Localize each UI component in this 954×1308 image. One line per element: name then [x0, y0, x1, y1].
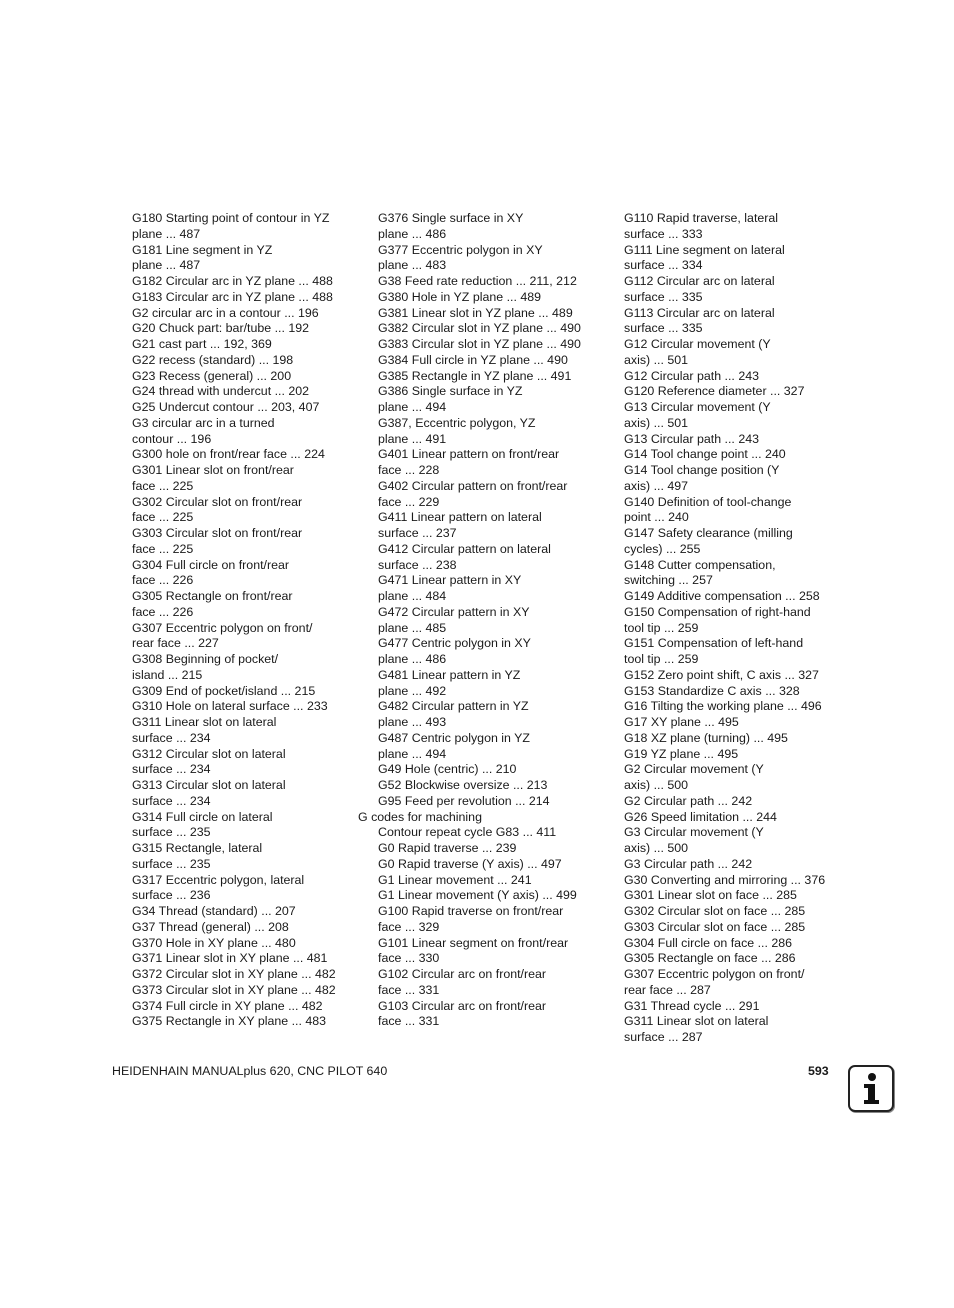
- index-entry-text: G2 Circular movement (Y: [624, 762, 764, 777]
- index-entry-text: G314 Full circle on lateral: [132, 809, 273, 824]
- index-entry-text: G310 Hole on lateral surface ... 233: [132, 699, 328, 714]
- index-entry-text: G111 Line segment on lateral: [624, 242, 785, 257]
- index-entry: [132, 652, 360, 684]
- index-entry-text: G300 hole on front/rear face ... 224: [132, 447, 325, 462]
- index-entry-text: G112 Circular arc on lateral: [624, 274, 775, 288]
- index-entry: [378, 731, 608, 763]
- index-entry-text: G38 Feed rate reduction ... 211, 212: [378, 274, 577, 288]
- index-entry-text: G149 Additive compensation ... 258: [624, 589, 820, 603]
- index-entry: [378, 542, 608, 574]
- index-entry: [132, 1014, 360, 1030]
- index-entry-continuation: surface ... 237: [378, 526, 457, 540]
- index-entry: [624, 211, 849, 243]
- index-entry-text: G150 Compensation of right-hand: [624, 604, 811, 619]
- index-entry-continuation: plane ... 487: [132, 226, 201, 241]
- index-entry: [624, 432, 849, 448]
- index-entry: [624, 857, 849, 873]
- index-entry-continuation: face ... 226: [132, 604, 194, 619]
- index-entry: [624, 810, 849, 826]
- index-entry: [132, 920, 360, 936]
- index-entry-text: G12 Circular path ... 243: [624, 368, 759, 383]
- index-entry: [132, 951, 360, 967]
- index-entry: [624, 400, 849, 432]
- index-entry-text: G382 Circular slot in YZ plane ... 490: [378, 321, 581, 336]
- index-entry-text: G376 Single surface in XY: [378, 211, 524, 225]
- index-entry-continuation: face ... 226: [132, 573, 194, 588]
- index-entry-text: G387, Eccentric polygon, YZ: [378, 415, 536, 430]
- index-entry-text: G17 XY plane ... 495: [624, 715, 739, 729]
- index-entry-continuation: surface ... 234: [132, 762, 211, 777]
- index-entry: [132, 810, 360, 842]
- index-entry: [624, 337, 849, 369]
- index-entry-continuation: axis) ... 500: [624, 778, 689, 792]
- index-entry: [132, 274, 360, 290]
- index-entry-continuation: axis) ... 497: [624, 478, 689, 493]
- index-entry-text: G315 Rectangle, lateral: [132, 841, 263, 855]
- index-entry-text: G21 cast part ... 192, 369: [132, 337, 272, 351]
- index-column-2: [358, 211, 608, 1030]
- index-entry: [378, 936, 608, 968]
- index-entry-continuation: plane ... 483: [378, 258, 447, 273]
- index-entry: [624, 447, 849, 463]
- index-entry-continuation: axis) ... 501: [624, 352, 689, 367]
- index-entry-text: G20 Chuck part: bar/tube ... 192: [132, 321, 310, 336]
- index-entry-text: G3 Circular path ... 242: [624, 856, 753, 871]
- index-entry: [624, 684, 849, 700]
- index-entry-text: G148 Cutter compensation,: [624, 557, 776, 572]
- index-entry: [378, 274, 608, 290]
- index-entry-text: G34 Thread (standard) ... 207: [132, 904, 296, 918]
- index-entry-text: G14 Tool change point ... 240: [624, 447, 786, 462]
- index-entry: [624, 495, 849, 527]
- index-entry-text: G37 Thread (general) ... 208: [132, 919, 289, 934]
- index-entry: [624, 369, 849, 385]
- index-entry-text: G311 Linear slot on lateral: [132, 715, 277, 729]
- index-entry: [378, 668, 608, 700]
- index-entry: [624, 936, 849, 952]
- index-entry-continuation: contour ... 196: [132, 431, 212, 446]
- footer-title: HEIDENHAIN MANUALplus 620, CNC PILOT 640: [112, 1064, 388, 1078]
- index-entry-text: G52 Blockwise oversize ... 213: [378, 778, 548, 792]
- index-entry: [378, 636, 608, 668]
- index-entry: [624, 699, 849, 715]
- index-entry: [132, 290, 360, 306]
- index-entry: [132, 416, 360, 448]
- index-entry-text: G31 Thread cycle ... 291: [624, 998, 760, 1013]
- index-entry-text: G370 Hole in XY plane ... 480: [132, 935, 296, 950]
- index-entry: [378, 857, 608, 873]
- index-entry-continuation: surface ... 234: [132, 730, 211, 745]
- index-entry: [378, 447, 608, 479]
- index-entry-text: G25 Undercut contour ... 203, 407: [132, 400, 320, 414]
- index-entry-text: G372 Circular slot in XY plane ... 482: [132, 967, 336, 981]
- index-entry-continuation: island ... 215: [132, 667, 203, 682]
- index-entry: [132, 526, 360, 558]
- index-entry-text: G18 XZ plane (turning) ... 495: [624, 730, 788, 745]
- index-entry: [378, 353, 608, 369]
- index-entry-continuation: cycles) ... 255: [624, 541, 701, 556]
- index-entry-text: G153 Standardize C axis ... 328: [624, 683, 800, 698]
- index-entry: [132, 321, 360, 337]
- index-entry-continuation: plane ... 486: [378, 652, 447, 666]
- index-entry-continuation: surface ... 335: [624, 321, 703, 336]
- index-entry: [132, 211, 360, 243]
- index-entry-text: G103 Circular arc on front/rear: [378, 998, 547, 1013]
- index-entry-text: G23 Recess (general) ... 200: [132, 368, 292, 383]
- index-entry-text: G110 Rapid traverse, lateral: [624, 211, 779, 225]
- index-entry-continuation: face ... 330: [378, 951, 440, 966]
- index-entry-text: G374 Full circle in XY plane ... 482: [132, 998, 323, 1013]
- index-entry: [624, 636, 849, 668]
- index-entry-text: G113 Circular arc on lateral: [624, 305, 775, 320]
- index-entry-text: G377 Eccentric polygon in XY: [378, 242, 543, 257]
- index-entry: [132, 936, 360, 952]
- index-entry: [624, 731, 849, 747]
- index-entry-continuation: face ... 225: [132, 541, 194, 556]
- index-entry: [624, 967, 849, 999]
- index-entry-text: G24 thread with undercut ... 202: [132, 384, 310, 399]
- index-entry: [624, 668, 849, 684]
- index-entry: [132, 463, 360, 495]
- index-entry: [132, 904, 360, 920]
- index-entry-text: G181 Line segment in YZ: [132, 242, 273, 257]
- index-entry-text: G386 Single surface in YZ: [378, 384, 523, 399]
- index-entry-text: G147 Safety clearance (milling: [624, 526, 793, 540]
- index-entry: [378, 605, 608, 637]
- index-entry: [378, 699, 608, 731]
- index-entry-continuation: rear face ... 287: [624, 982, 711, 997]
- index-entry-text: G385 Rectangle in YZ plane ... 491: [378, 368, 572, 383]
- index-entry: [378, 290, 608, 306]
- index-entry: [378, 306, 608, 322]
- index-entry-text: G477 Centric polygon in XY: [378, 636, 531, 651]
- index-entry-text: G100 Rapid traverse on front/rear: [378, 904, 564, 918]
- index-entry: [132, 337, 360, 353]
- index-entry: [132, 873, 360, 905]
- index-entry-text: G30 Converting and mirroring ... 376: [624, 872, 826, 887]
- index-entry-text: G19 YZ plane ... 495: [624, 746, 739, 761]
- index-entry-text: G180 Starting point of contour in YZ: [132, 211, 330, 225]
- index-entry: [624, 463, 849, 495]
- index-entry-text: G317 Eccentric polygon, lateral: [132, 872, 305, 887]
- index-entry: [132, 589, 360, 621]
- index-entry: [132, 369, 360, 385]
- index-entry-continuation: face ... 228: [378, 463, 440, 477]
- index-entry: [358, 810, 608, 826]
- index-entry-continuation: face ... 225: [132, 510, 194, 525]
- index-entry: [624, 243, 849, 275]
- index-entry: [132, 384, 360, 400]
- index-entry-continuation: plane ... 485: [378, 620, 447, 635]
- index-entry-text: G49 Hole (centric) ... 210: [378, 762, 517, 777]
- index-entry-text: G311 Linear slot on lateral: [624, 1014, 769, 1029]
- index-entry-text: G411 Linear pattern on lateral: [378, 510, 542, 525]
- index-entry-text: G2 circular arc in a contour ... 196: [132, 305, 319, 320]
- index-entry: [132, 841, 360, 873]
- index-entry-continuation: rear face ... 227: [132, 636, 219, 651]
- index-entry-text: G375 Rectangle in XY plane ... 483: [132, 1014, 327, 1029]
- index-entry-continuation: surface ... 236: [132, 888, 211, 903]
- index-entry: [132, 447, 360, 463]
- index-entry-text: G305 Rectangle on face ... 286: [624, 951, 796, 966]
- index-entry-text: G380 Hole in YZ plane ... 489: [378, 289, 542, 304]
- index-entry: [624, 873, 849, 889]
- index-column-1: [132, 211, 360, 1030]
- index-entry-continuation: plane ... 493: [378, 715, 447, 729]
- index-entry-text: G2 Circular path ... 242: [624, 793, 753, 808]
- index-entry-continuation: surface ... 238: [378, 557, 457, 572]
- index-entry: [378, 841, 608, 857]
- index-entry-continuation: face ... 331: [378, 982, 440, 997]
- index-entry-continuation: plane ... 492: [378, 683, 447, 698]
- index-entry-text: G472 Circular pattern in XY: [378, 604, 530, 619]
- index-entry-text: G402 Circular pattern on front/rear: [378, 478, 568, 493]
- index-entry-text: G0 Rapid traverse (Y axis) ... 497: [378, 856, 562, 871]
- index-entry: [378, 794, 608, 810]
- index-entry-text: G0 Rapid traverse ... 239: [378, 841, 517, 855]
- index-entry: [624, 274, 849, 306]
- index-entry-text: G304 Full circle on face ... 286: [624, 935, 793, 950]
- index-entry-text: G481 Linear pattern in YZ: [378, 667, 521, 682]
- index-entry-text: G102 Circular arc on front/rear: [378, 967, 547, 981]
- index-entry-text: G401 Linear pattern on front/rear: [378, 447, 560, 462]
- index-entry-continuation: surface ... 235: [132, 825, 211, 840]
- index-entry-continuation: axis) ... 501: [624, 415, 689, 430]
- index-entry: [624, 589, 849, 605]
- index-entry: [132, 715, 360, 747]
- index-entry-text: G471 Linear pattern in XY: [378, 573, 522, 588]
- index-entry: [624, 762, 849, 794]
- index-entry: [132, 353, 360, 369]
- index-entry-continuation: surface ... 287: [624, 1030, 703, 1044]
- index-entry: [378, 999, 608, 1031]
- index-entry-text: G307 Eccentric polygon on front/: [624, 967, 805, 981]
- index-entry-text: G152 Zero point shift, C axis ... 327: [624, 667, 819, 682]
- index-entry-continuation: plane ... 484: [378, 589, 447, 603]
- index-entry: [378, 337, 608, 353]
- index-entry: [624, 920, 849, 936]
- index-entry: [624, 951, 849, 967]
- index-entry-text: G182 Circular arc in YZ plane ... 488: [132, 274, 333, 288]
- index-entry: [132, 999, 360, 1015]
- index-entry-continuation: plane ... 494: [378, 746, 447, 761]
- index-entry-continuation: tool tip ... 259: [624, 652, 699, 666]
- index-entry: [378, 510, 608, 542]
- index-entry-text: G307 Eccentric polygon on front/: [132, 620, 313, 635]
- index-entry-text: G12 Circular movement (Y: [624, 337, 771, 351]
- index-entry-text: G26 Speed limitation ... 244: [624, 809, 777, 824]
- index-entry-continuation: face ... 329: [378, 919, 440, 934]
- index-entry: [624, 794, 849, 810]
- index-entry-text: G482 Circular pattern in YZ: [378, 699, 529, 714]
- index-entry: [132, 684, 360, 700]
- index-entry: [132, 243, 360, 275]
- page-number: 593: [808, 1064, 829, 1078]
- index-entry: [378, 888, 608, 904]
- index-entry-continuation: surface ... 334: [624, 258, 703, 273]
- index-entry: [624, 558, 849, 590]
- index-entry-text: G303 Circular slot on front/rear: [132, 526, 303, 540]
- index-entry: [624, 999, 849, 1015]
- index-entry-text: G3 circular arc in a turned: [132, 415, 275, 430]
- index-entry: [132, 400, 360, 416]
- index-entry: [378, 825, 608, 841]
- index-entry-text: G3 Circular movement (Y: [624, 825, 764, 840]
- index-entry: [132, 306, 360, 322]
- index-entry-text: G381 Linear slot in YZ plane ... 489: [378, 305, 573, 320]
- index-entry: [378, 904, 608, 936]
- index-entry-text: G140 Definition of tool-change: [624, 494, 792, 509]
- index-entry: [378, 369, 608, 385]
- index-entry-continuation: plane ... 487: [132, 258, 201, 273]
- index-entry-continuation: point ... 240: [624, 510, 689, 525]
- index-entry-text: G301 Linear slot on front/rear: [132, 463, 294, 477]
- index-entry-text: G301 Linear slot on face ... 285: [624, 888, 797, 903]
- index-entry-text: G101 Linear segment on front/rear: [378, 935, 569, 950]
- index-entry-text: Contour repeat cycle G83 ... 411: [378, 825, 557, 840]
- index-entry-text: G14 Tool change position (Y: [624, 463, 780, 477]
- index-entry-text: G304 Full circle on front/rear: [132, 557, 290, 572]
- index-entry-continuation: surface ... 335: [624, 289, 703, 304]
- index-entry: [132, 558, 360, 590]
- index-entry: [132, 621, 360, 653]
- index-entry-text: G308 Beginning of pocket/: [132, 652, 279, 666]
- index-entry: [378, 762, 608, 778]
- index-entry: [378, 416, 608, 448]
- index-entry-text: G487 Centric polygon in YZ: [378, 730, 530, 745]
- index-entry: [624, 526, 849, 558]
- index-entry: [624, 1014, 849, 1046]
- index-entry: [378, 321, 608, 337]
- index-entry: [624, 825, 849, 857]
- index-entry-text: G16 Tilting the working plane ... 496: [624, 699, 822, 714]
- index-entry: [378, 384, 608, 416]
- index-entry-text: G313 Circular slot on lateral: [132, 778, 286, 792]
- index-entry-continuation: tool tip ... 259: [624, 620, 699, 635]
- index-entry: [624, 904, 849, 920]
- index-entry: [378, 873, 608, 889]
- index-entry-continuation: face ... 225: [132, 478, 194, 493]
- index-entry: [624, 605, 849, 637]
- index-entry: [132, 747, 360, 779]
- index-entry-text: G codes for machining: [358, 809, 482, 824]
- index-entry: [624, 747, 849, 763]
- index-entry-continuation: face ... 229: [378, 494, 440, 509]
- index-entry-continuation: plane ... 494: [378, 400, 447, 414]
- index-entry-text: G373 Circular slot in XY plane ... 482: [132, 982, 336, 997]
- index-entry-continuation: plane ... 491: [378, 431, 447, 446]
- index-entry: [378, 778, 608, 794]
- index-entry-text: G383 Circular slot in YZ plane ... 490: [378, 337, 581, 351]
- index-entry-continuation: surface ... 234: [132, 793, 211, 808]
- index-entry-text: G151 Compensation of left-hand: [624, 636, 804, 651]
- index-entry: [132, 967, 360, 983]
- index-entry-text: G302 Circular slot on face ... 285: [624, 904, 806, 918]
- index-entry-text: G13 Circular path ... 243: [624, 431, 759, 446]
- index-entry: [624, 384, 849, 400]
- index-entry-continuation: switching ... 257: [624, 573, 713, 588]
- index-entry-continuation: face ... 331: [378, 1014, 440, 1029]
- index-entry: [378, 573, 608, 605]
- index-entry-text: G305 Rectangle on front/rear: [132, 589, 293, 603]
- index-entry-continuation: surface ... 235: [132, 856, 211, 871]
- index-column-3: [624, 211, 849, 1046]
- index-entry: [378, 479, 608, 511]
- index-entry-continuation: surface ... 333: [624, 226, 703, 241]
- index-entry: [132, 778, 360, 810]
- index-entry-text: G22 recess (standard) ... 198: [132, 352, 294, 367]
- index-entry-continuation: plane ... 486: [378, 226, 447, 241]
- index-entry-text: G309 End of pocket/island ... 215: [132, 683, 316, 698]
- index-entry-text: G183 Circular arc in YZ plane ... 488: [132, 289, 333, 304]
- index-entry-text: G13 Circular movement (Y: [624, 400, 771, 414]
- index-entry-text: G371 Linear slot in XY plane ... 481: [132, 951, 328, 966]
- index-entry-text: G303 Circular slot on face ... 285: [624, 919, 806, 934]
- info-icon: [848, 1065, 894, 1112]
- index-entry: [624, 888, 849, 904]
- index-entry-text: G312 Circular slot on lateral: [132, 746, 286, 761]
- index-entry-text: G384 Full circle in YZ plane ... 490: [378, 352, 568, 367]
- index-entry-text: G412 Circular pattern on lateral: [378, 541, 551, 556]
- index-entry-text: G1 Linear movement (Y axis) ... 499: [378, 888, 577, 903]
- index-entry: [378, 243, 608, 275]
- index-entry: [624, 715, 849, 731]
- index-entry: [378, 967, 608, 999]
- index-entry-text: G1 Linear movement ... 241: [378, 872, 532, 887]
- index-entry-text: G302 Circular slot on front/rear: [132, 494, 303, 509]
- index-entry: [624, 306, 849, 338]
- index-entry-text: G120 Reference diameter ... 327: [624, 384, 805, 399]
- index-entry: [378, 211, 608, 243]
- index-entry: [132, 495, 360, 527]
- index-entry-text: G95 Feed per revolution ... 214: [378, 793, 550, 808]
- index-entry: [132, 983, 360, 999]
- index-entry-continuation: axis) ... 500: [624, 841, 689, 855]
- index-entry: [132, 699, 360, 715]
